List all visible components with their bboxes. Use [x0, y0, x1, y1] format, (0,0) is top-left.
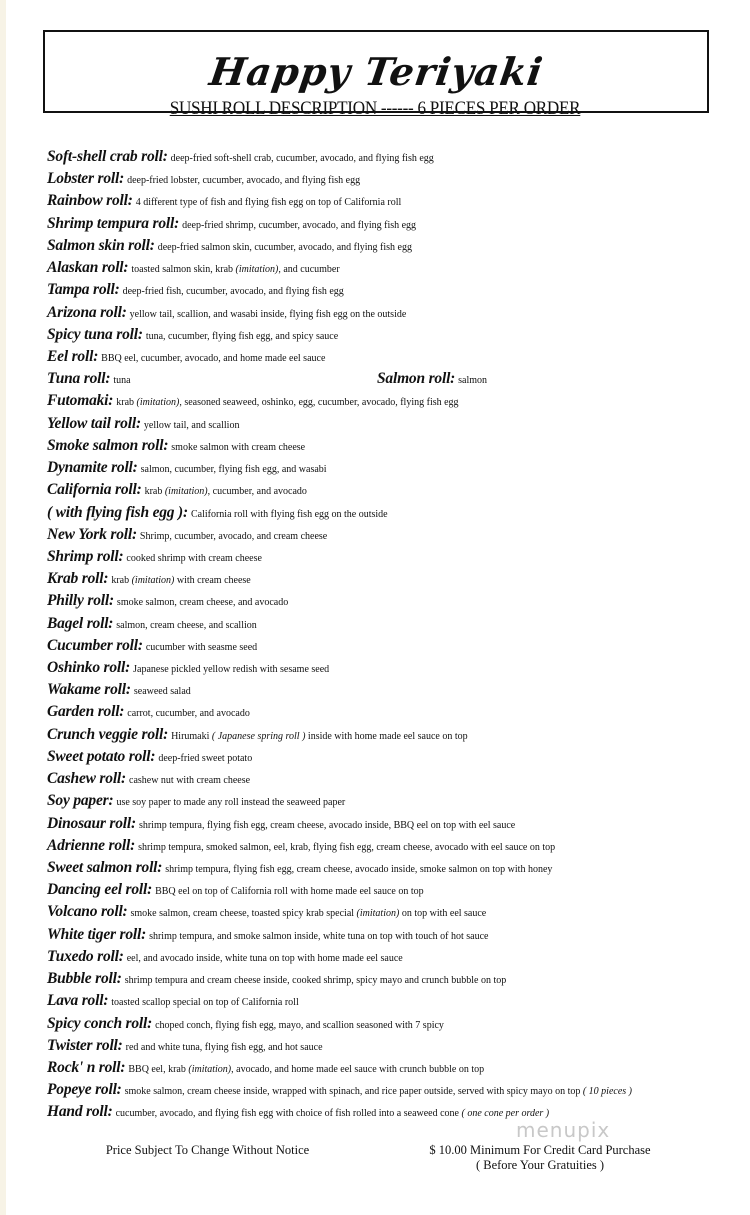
roll-item — [47, 901, 737, 923]
watermark: menupix — [516, 1118, 611, 1142]
description-text: , cucumber, and avocado — [207, 486, 307, 498]
description-note: (imitation) — [235, 264, 279, 276]
description-text: deep-fried fish, cucumber, avocado, and flying fish egg — [122, 286, 344, 298]
roll-name: Cashew roll: — [47, 770, 126, 788]
description-text: yellow tail, and scallion — [143, 419, 240, 431]
roll-item — [47, 213, 737, 235]
roll-item — [47, 746, 737, 768]
description-text: salmon, cream cheese, and scallion — [116, 619, 257, 631]
roll-description — [125, 1086, 632, 1097]
roll-description — [101, 353, 325, 364]
description-note: ( one cone per order ) — [461, 1108, 550, 1120]
description-text: California roll with flying fish egg on the outside — [190, 508, 388, 520]
roll-name: Krab roll: — [47, 570, 109, 588]
description-text: Hirumaki — [171, 730, 212, 742]
restaurant-title: Happy Teriyaki — [206, 49, 546, 94]
description-text: deep-fried sweet potato — [158, 752, 253, 764]
description-text: on top with eel sauce — [399, 908, 487, 920]
roll-description — [158, 242, 412, 253]
description-text: cucumber, avocado, and flying fish egg with choice of fish rolled into a seaweed cone — [115, 1108, 462, 1120]
roll-description — [131, 264, 339, 275]
roll-name: Adrienne roll: — [47, 836, 136, 854]
roll-name: Garden roll: — [47, 703, 125, 721]
roll-description — [129, 775, 250, 786]
roll-name: Shrimp roll: — [47, 547, 124, 565]
roll-name: Arizona roll: — [47, 303, 127, 321]
roll-name: Shrimp tempura roll: — [47, 214, 180, 232]
roll-item — [47, 790, 737, 812]
description-text: shrimp tempura, flying fish egg, cream cheese, avocado inside, smoke salmon on top with honey — [165, 864, 553, 875]
roll-item — [47, 435, 737, 457]
roll-item — [47, 590, 737, 612]
roll-description — [126, 1042, 323, 1053]
description-text: red and white tuna, flying fish egg, and hot sauce — [125, 1041, 323, 1053]
description-text: tuna, cucumber, flying fish egg, and spicy sauce — [145, 330, 339, 342]
description-text: yellow tail, scallion, and wasabi inside, flying fish egg on the outside — [129, 308, 407, 320]
roll-item — [47, 279, 737, 301]
roll-item — [47, 390, 737, 412]
description-text: salmon — [458, 375, 488, 387]
roll-name: Volcano roll: — [47, 903, 128, 921]
roll-item — [47, 346, 737, 368]
roll-description — [144, 420, 240, 431]
description-text: deep-fried shrimp, cucumber, avocado, and flying fish egg — [182, 219, 417, 231]
description-text: tuna — [113, 375, 131, 387]
roll-description — [131, 908, 487, 919]
description-text: Shrimp, cucumber, avocado, and cream cheese — [139, 530, 328, 542]
roll-name: Sweet potato roll: — [47, 747, 156, 765]
roll-name: Philly roll: — [47, 592, 114, 610]
roll-description — [182, 220, 416, 231]
roll-item — [47, 857, 737, 879]
roll-name: Rainbow roll: — [47, 192, 133, 210]
roll-name: Lava roll: — [47, 992, 109, 1010]
roll-item — [47, 257, 737, 279]
roll-description — [133, 664, 329, 675]
roll-name: Tuxedo roll: — [47, 947, 124, 965]
roll-description — [111, 575, 250, 586]
roll-name: Hand roll: — [47, 1103, 113, 1121]
roll-description — [127, 953, 403, 964]
roll-name: ( with flying fish egg ): — [47, 503, 188, 521]
roll-description — [116, 397, 458, 408]
roll-description — [134, 686, 191, 697]
roll-item — [47, 613, 737, 635]
roll-description — [191, 509, 388, 520]
roll-item — [47, 479, 737, 501]
description-text: eel, and avocado inside, white tuna on top with home made eel sauce — [126, 952, 403, 964]
description-text: smoke salmon, cream cheese inside, wrapped with spinach, and rice paper outside, served with spicy mayo on top — [124, 1086, 583, 1098]
roll-item — [47, 879, 737, 901]
description-text: deep-fried salmon skin, cucumber, avocado, and flying fish egg — [157, 241, 412, 253]
roll-description — [139, 820, 515, 831]
roll-name: California roll: — [47, 481, 142, 499]
roll-item — [47, 724, 737, 746]
roll-item — [47, 324, 737, 346]
description-note: ( 10 pieces ) — [582, 1086, 632, 1098]
roll-name: Smoke salmon roll: — [47, 436, 169, 454]
roll-item — [47, 568, 737, 590]
description-text: , seasoned seaweed, oshinko, egg, cucumber, avocado, flying fish egg — [179, 397, 459, 409]
description-text: Japanese pickled yellow redish with sesame seed — [133, 664, 330, 676]
roll-item — [47, 946, 737, 968]
description-text: cashew nut with cream cheese — [129, 775, 251, 787]
roll-name: Soy paper: — [47, 792, 114, 810]
roll-item — [47, 502, 737, 524]
roll-description — [149, 931, 488, 942]
roll-name: Cucumber roll: — [47, 636, 143, 654]
roll-name: Rock' n roll: — [47, 1058, 126, 1076]
roll-item — [47, 924, 737, 946]
roll-name: Spicy conch roll: — [47, 1014, 153, 1032]
roll-description — [127, 708, 250, 719]
description-text: BBQ eel, krab — [128, 1063, 189, 1075]
description-text: smoke salmon, cream cheese, and avocado — [116, 597, 289, 609]
roll-name: Salmon skin roll: — [47, 236, 155, 254]
roll-name: Dancing eel roll: — [47, 881, 153, 899]
roll-name: White tiger roll: — [47, 925, 147, 943]
description-text: shrimp tempura, flying fish egg, cream cheese, avocado inside, BBQ eel on top with eel sauce — [138, 819, 516, 831]
roll-description — [138, 842, 555, 853]
roll-item-right — [377, 368, 487, 392]
roll-item — [47, 813, 737, 835]
roll-name: Eel roll: — [47, 347, 99, 365]
description-text: 4 different type of fish and flying fish egg on top of California roll — [135, 197, 402, 209]
description-text: krab — [116, 397, 137, 409]
description-text: inside with home made eel sauce on top — [305, 730, 468, 742]
credit-card-minimum: $ 10.00 Minimum For Credit Card Purchase — [429, 1143, 651, 1157]
description-note: (imitation) — [164, 486, 208, 498]
roll-item — [47, 679, 737, 701]
roll-description — [117, 597, 288, 608]
roll-item — [47, 190, 737, 212]
roll-name: Popeye roll: — [47, 1081, 122, 1099]
roll-name: Tuna roll: — [47, 370, 111, 388]
roll-item — [47, 968, 737, 990]
roll-name: Yellow tail roll: — [47, 414, 141, 432]
roll-name: Alaskan roll: — [47, 259, 129, 277]
roll-description — [141, 464, 327, 475]
roll-item — [47, 990, 737, 1012]
roll-item — [47, 168, 737, 190]
description-text: cucumber with seasme seed — [145, 641, 258, 653]
roll-item — [47, 146, 737, 168]
roll-name: Dynamite roll: — [47, 459, 138, 477]
roll-description — [145, 486, 307, 497]
roll-description — [171, 442, 305, 453]
roll-description — [116, 620, 257, 631]
roll-description — [123, 286, 344, 297]
roll-name: Futomaki: — [47, 392, 114, 410]
description-text: BBQ eel, cucumber, avocado, and home made eel sauce — [101, 352, 326, 364]
description-text: shrimp tempura, and smoke salmon inside, white tuna on top with touch of hot sauce — [149, 930, 489, 942]
description-text: deep-fried soft-shell crab, cucumber, avocado, and flying fish egg — [170, 153, 434, 164]
roll-name: Oshinko roll: — [47, 659, 131, 677]
roll-description — [158, 753, 252, 764]
roll-name: Bubble roll: — [47, 970, 122, 988]
roll-name: Lobster roll: — [47, 170, 125, 188]
description-text: BBQ eel on top of California roll with home made eel sauce on top — [155, 886, 424, 898]
roll-item — [47, 835, 737, 857]
description-text: , avocado, and home made eel sauce with crunch bubble on top — [231, 1063, 485, 1075]
page-edge — [0, 0, 6, 1215]
roll-description — [171, 731, 468, 742]
description-note: (imitation) — [136, 397, 180, 409]
section-heading: SUSHI ROLL DESCRIPTION ------ 6 PIECES PER ORDER — [169, 98, 581, 119]
description-text: carrot, cucumber, and avocado — [127, 708, 250, 720]
roll-name: Dinosaur roll: — [47, 814, 136, 832]
roll-name: Spicy tuna roll: — [47, 325, 143, 343]
roll-item — [47, 1035, 737, 1057]
description-note: (imitation) — [131, 575, 175, 587]
roll-item — [47, 546, 737, 568]
description-text: salmon, cucumber, flying fish egg, and wasabi — [140, 464, 327, 476]
roll-description — [155, 886, 424, 897]
description-note: (imitation) — [188, 1063, 232, 1075]
description-text: deep-fried lobster, cucumber, avocado, and flying fish egg — [127, 175, 361, 187]
roll-item — [47, 302, 737, 324]
roll-description — [128, 1064, 484, 1075]
roll-name: Crunch veggie roll: — [47, 725, 169, 743]
roll-description — [458, 375, 487, 386]
roll-name: New York roll: — [47, 525, 137, 543]
roll-name: Bagel roll: — [47, 614, 114, 632]
roll-description — [130, 309, 407, 320]
roll-description — [136, 197, 402, 208]
gratuity-note: ( Before Your Gratuities ) — [475, 1158, 605, 1172]
description-text: seaweed salad — [133, 686, 191, 698]
roll-name: Salmon roll: — [377, 370, 456, 388]
description-note: ( Japanese spring roll ) — [211, 730, 306, 742]
roll-name: Sweet salmon roll: — [47, 859, 163, 876]
roll-item — [47, 1013, 737, 1035]
roll-item — [47, 524, 737, 546]
description-text: , and cucumber — [278, 264, 340, 276]
roll-list — [47, 146, 737, 1124]
description-text: smoke salmon, cream cheese, toasted spicy krab special — [130, 908, 357, 920]
description-text: shrimp tempura, smoked salmon, eel, krab, flying fish egg, cream cheese, avocado with eel sauce on top — [138, 841, 556, 853]
roll-item — [47, 1101, 737, 1123]
roll-description — [155, 1020, 444, 1031]
roll-item — [47, 657, 737, 679]
description-text: shrimp tempura and cream cheese inside, cooked shrimp, spicy mayo and crunch bubble on top — [124, 975, 507, 987]
roll-name: Twister roll: — [47, 1036, 123, 1054]
description-text: krab — [144, 486, 165, 498]
roll-description — [146, 331, 338, 342]
roll-description — [126, 553, 262, 564]
roll-description — [140, 531, 327, 542]
roll-description — [146, 642, 257, 653]
roll-name: Wakame roll: — [47, 681, 131, 699]
price-notice: Price Subject To Change Without Notice — [105, 1143, 310, 1157]
roll-item — [47, 768, 737, 790]
roll-item — [47, 368, 737, 390]
roll-description — [165, 864, 552, 875]
roll-description — [125, 975, 507, 986]
roll-item — [47, 1057, 737, 1079]
description-text: use soy paper to made any roll instead the seaweed paper — [116, 797, 346, 809]
roll-item — [47, 1079, 737, 1101]
description-note: (imitation) — [356, 908, 400, 920]
roll-item — [47, 457, 737, 479]
roll-description — [116, 797, 345, 808]
roll-description — [171, 153, 434, 164]
roll-description — [116, 1108, 550, 1119]
roll-item — [47, 635, 737, 657]
description-text: smoke salmon with cream cheese — [171, 441, 306, 453]
roll-item — [47, 701, 737, 723]
roll-description — [113, 375, 130, 386]
description-text: choped conch, flying fish egg, mayo, and scallion seasoned with 7 spicy — [155, 1019, 444, 1031]
description-text: cooked shrimp with cream cheese — [126, 552, 262, 564]
roll-item — [47, 413, 737, 435]
description-text: krab — [111, 575, 132, 587]
description-text: toasted scallop special on top of California roll — [111, 997, 299, 1009]
roll-item — [47, 235, 737, 257]
description-text: with cream cheese — [174, 575, 251, 587]
roll-name: Tampa roll: — [47, 281, 120, 299]
roll-description — [127, 175, 360, 186]
roll-description — [111, 997, 298, 1008]
description-text: toasted salmon skin, krab — [131, 264, 236, 276]
roll-name: Soft-shell crab roll: — [47, 148, 168, 165]
